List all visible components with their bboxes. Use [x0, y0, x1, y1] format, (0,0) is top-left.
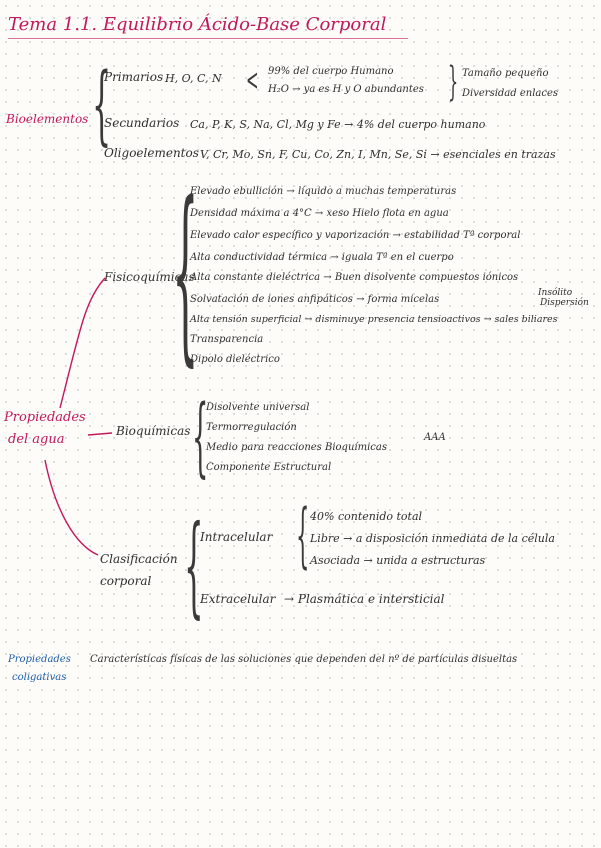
propiedades-label-line1: Propiedades	[4, 410, 86, 425]
fisicoquimicas-side-note-2: Dispersión	[540, 298, 589, 308]
primarios-note-1: Tamaño pequeño	[462, 68, 549, 79]
bioquimicas-brace-icon: {	[192, 387, 209, 487]
fisicoquimicas-item-7: Alta tensión superficial → disminuye presencia tensioactivos → sales biliares	[190, 314, 558, 325]
connector-clasificacion	[45, 460, 98, 555]
bioquimicas-side-note: AAA	[424, 432, 446, 443]
bioquimicas-item-4: Componente Estructural	[206, 462, 332, 473]
fisicoquimicas-item-4: Alta conductividad térmica → iguala Tª en el cuerpo	[190, 252, 454, 263]
fisicoquimicas-brace-icon: {	[172, 162, 199, 383]
fisicoquimicas-item-3: Elevado calor específico y vaporización → estabilidad Tª corporal	[190, 230, 521, 241]
fisicoquimicas-item-2: Densidad máxima a 4°C → xeso Hielo flota en agua	[190, 208, 449, 219]
primarios-line1: 99% del cuerpo Humano	[268, 66, 394, 77]
clasificacion-label-line1: Clasificación	[100, 552, 178, 566]
extracelular-label: Extracelular	[200, 592, 276, 606]
primarios-note-2: Diversidad enlaces	[462, 88, 559, 99]
oligoelementos-text: V, Cr, Mo, Sn, F, Cu, Co, Zn, I, Mn, Se, Si → esenciales en trazas	[200, 148, 556, 161]
fisicoquimicas-side-note-1: Insólito	[538, 288, 573, 298]
fisicoquimicas-item-8: Transparencia	[190, 334, 264, 345]
bioquimicas-item-3: Medio para reacciones Bioquímicas	[206, 442, 387, 453]
primarios-angle-icon: <	[246, 63, 259, 98]
page-title: Tema 1.1. Equilibrio Ácido-Base Corporal	[8, 14, 387, 35]
intracelular-item-3: Asociada → unida a estructuras	[310, 554, 486, 567]
fisicoquimicas-item-6: Solvatación de iones anfipáticos → forma micelas	[190, 294, 440, 305]
coligativas-text: Características físicas de las soluciones que dependen del nº de partículas disueltas	[90, 654, 518, 665]
fisicoquimicas-item-1: Elevado ebullición → líquido a muchas temperaturas	[190, 186, 457, 197]
clasificacion-label-line2: corporal	[100, 574, 152, 588]
primarios-label: Primarios	[104, 70, 164, 84]
bioquimicas-label: Bioquímicas	[116, 424, 191, 438]
oligoelementos-label: Oligoelementos	[104, 146, 199, 160]
intracelular-label: Intracelular	[200, 530, 273, 544]
intracelular-item-1: 40% contenido total	[310, 510, 423, 523]
bioquimicas-item-1: Disolvente universal	[206, 402, 310, 413]
secundarios-text: Ca, P, K, S, Na, Cl, Mg y Fe → 4% del cuerpo humano	[190, 118, 486, 131]
connector-fisicoquimicas	[60, 278, 105, 408]
propiedades-label-line2: del agua	[8, 432, 65, 447]
fisicoquimicas-label: Fisicoquímicas	[104, 270, 195, 284]
intracelular-brace-icon: {	[296, 494, 310, 576]
coligativas-label-line2: coligativas	[12, 672, 67, 683]
bioelementos-label: Bioelementos	[6, 112, 89, 126]
clasificacion-brace-icon: {	[184, 501, 204, 629]
connector-bioquimicas	[88, 433, 112, 435]
bioelementos-brace-icon: {	[92, 55, 112, 155]
fisicoquimicas-item-9: Dipolo dieléctrico	[190, 354, 280, 365]
extracelular-text: → Plasmática e intersticial	[284, 592, 445, 606]
primarios-line2: H₂O → ya es H y O abundantes	[268, 84, 424, 95]
secundarios-label: Secundarios	[104, 116, 180, 130]
coligativas-label-line1: Propiedades	[8, 654, 71, 665]
primarios-elements: H, O, C, N	[165, 72, 222, 85]
bioquimicas-item-2: Termorregulación	[206, 422, 297, 433]
intracelular-item-2: Libre → a disposición inmediata de la célula	[310, 532, 555, 545]
primarios-notes-brace-icon: }	[448, 59, 459, 105]
fisicoquimicas-item-5: Alta constante dieléctrica → Buen disolvente compuestos iónicos	[190, 272, 519, 283]
